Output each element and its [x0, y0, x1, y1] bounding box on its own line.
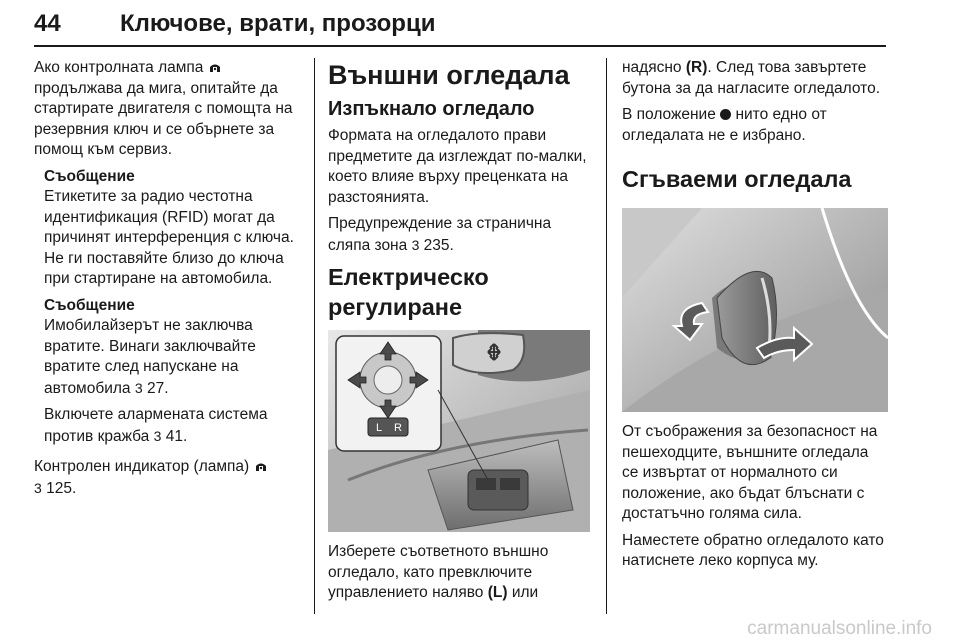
note-immobiliser: [44, 316, 302, 399]
text: продължава да мига, опитайте да стартирате двигателя с помощта на резервния ключ и се обърнете за помощ към сервиз.: [34, 79, 293, 158]
subheading-electric-adjustment: Електрическо регулиране: [328, 264, 489, 320]
note-rfid: Етикетите за радио честотна идентификация (RFID) могат да причинят интерференция с ключа. Не ги поставяйте близо до ключа при стартиране на автомобила.: [44, 188, 294, 287]
paragraph-neutral-position: [622, 105, 888, 146]
note-alarm: [44, 405, 302, 447]
page-header: [34, 0, 886, 44]
immobiliser-lamp-icon: [208, 61, 222, 73]
watermark: carmanualsonline.info: [747, 618, 932, 639]
reference-arrow-icon: 3: [411, 236, 420, 253]
paragraph-reposition: Наместете обратно огледалото като натиснете леко корпуса му.: [622, 531, 884, 569]
text: Включете алармената система против кражба: [44, 406, 268, 445]
page-reference[interactable]: 27.: [146, 379, 169, 397]
text: нито едно от огледалата не е избрано.: [622, 106, 827, 144]
left-switch-label: (L): [487, 584, 508, 601]
folding-mirror-illustration: [622, 208, 888, 412]
text: В положение: [622, 106, 716, 123]
text: или: [511, 584, 539, 601]
text: Изберете съответното външно огледало, като превключите управлението наляво: [328, 543, 549, 601]
column-1: [34, 58, 302, 505]
paragraph-indicator: [34, 457, 302, 499]
page-reference[interactable]: 41.: [165, 427, 188, 445]
header-rule: [34, 45, 886, 47]
page-reference[interactable]: 125.: [46, 479, 77, 497]
page-number: 44: [34, 10, 61, 37]
note-title: Съобщение: [44, 296, 135, 314]
text: Имобилайзерът не заключва вратите. Винаги заключвайте вратите след напускане на автомобила: [44, 317, 256, 397]
column-3: [622, 58, 888, 578]
paragraph-safety-fold: От съображения за безопасност на пешеходците, външните огледала се извъртат от нормалното си положение, ако бъдат блъснати с достатъчно голяма сила.: [622, 423, 878, 522]
right-label: R: [394, 422, 402, 434]
text: Ако контролната лампа: [34, 59, 204, 76]
paragraph-blind-spot: [328, 214, 590, 256]
subheading-convex-mirror: Изпъкнало огледало: [328, 98, 535, 120]
paragraph-right: [622, 58, 888, 99]
column-divider: [314, 58, 315, 614]
reference-arrow-icon: 3: [153, 427, 162, 444]
left-label: L: [376, 422, 383, 434]
page-reference[interactable]: 235.: [423, 236, 454, 254]
page-title: Ключове, врати, прозорци: [120, 10, 436, 37]
immobiliser-lamp-icon: [254, 460, 268, 472]
paragraph-lamp-blinks: [34, 58, 302, 161]
text: Предупреждение за странична сляпа зона: [328, 215, 552, 254]
subheading-folding-mirrors: Сгъваеми огледала: [622, 166, 852, 192]
column-divider: [606, 58, 607, 614]
reference-arrow-icon: 3: [134, 379, 143, 396]
mirror-control-illustration: [328, 330, 590, 532]
text: Контролен индикатор (лампа): [34, 458, 250, 475]
paragraph-convex: Формата на огледалото прави предметите да изглеждат по-малки, което влияе върху преценката на разстоянията.: [328, 127, 587, 206]
section-heading-exterior-mirrors: Външни огледала: [328, 60, 570, 90]
paragraph-select-mirror: [328, 542, 590, 604]
text: . След това завъртете бутона за да нагласите огледалото.: [622, 59, 881, 97]
note-title: Съобщение: [44, 167, 135, 185]
text: надясно: [622, 59, 682, 76]
right-switch-label: (R): [685, 59, 708, 76]
column-2: [328, 58, 590, 610]
reference-arrow-icon: 3: [34, 479, 42, 496]
filled-dot-icon: [720, 109, 731, 120]
